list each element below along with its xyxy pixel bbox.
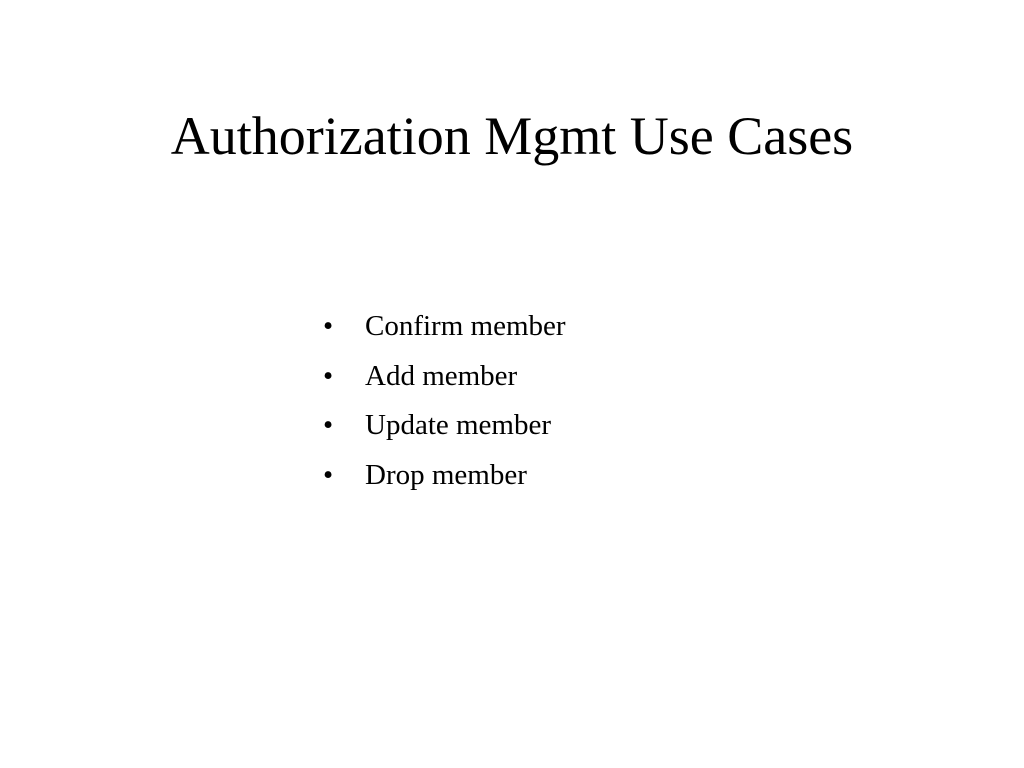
list-item-label: Update member xyxy=(365,409,552,441)
bullet-icon: • xyxy=(323,409,334,441)
bullet-icon: • xyxy=(323,359,334,392)
list-item-label: Confirm member xyxy=(365,310,566,342)
bullet-icon: • xyxy=(323,310,334,342)
list-item-label: Add member xyxy=(365,359,518,392)
list-item-label: Drop member xyxy=(365,458,527,491)
slide-title: Authorization Mgmt Use Cases xyxy=(170,106,854,166)
bullet-icon: • xyxy=(323,458,334,491)
